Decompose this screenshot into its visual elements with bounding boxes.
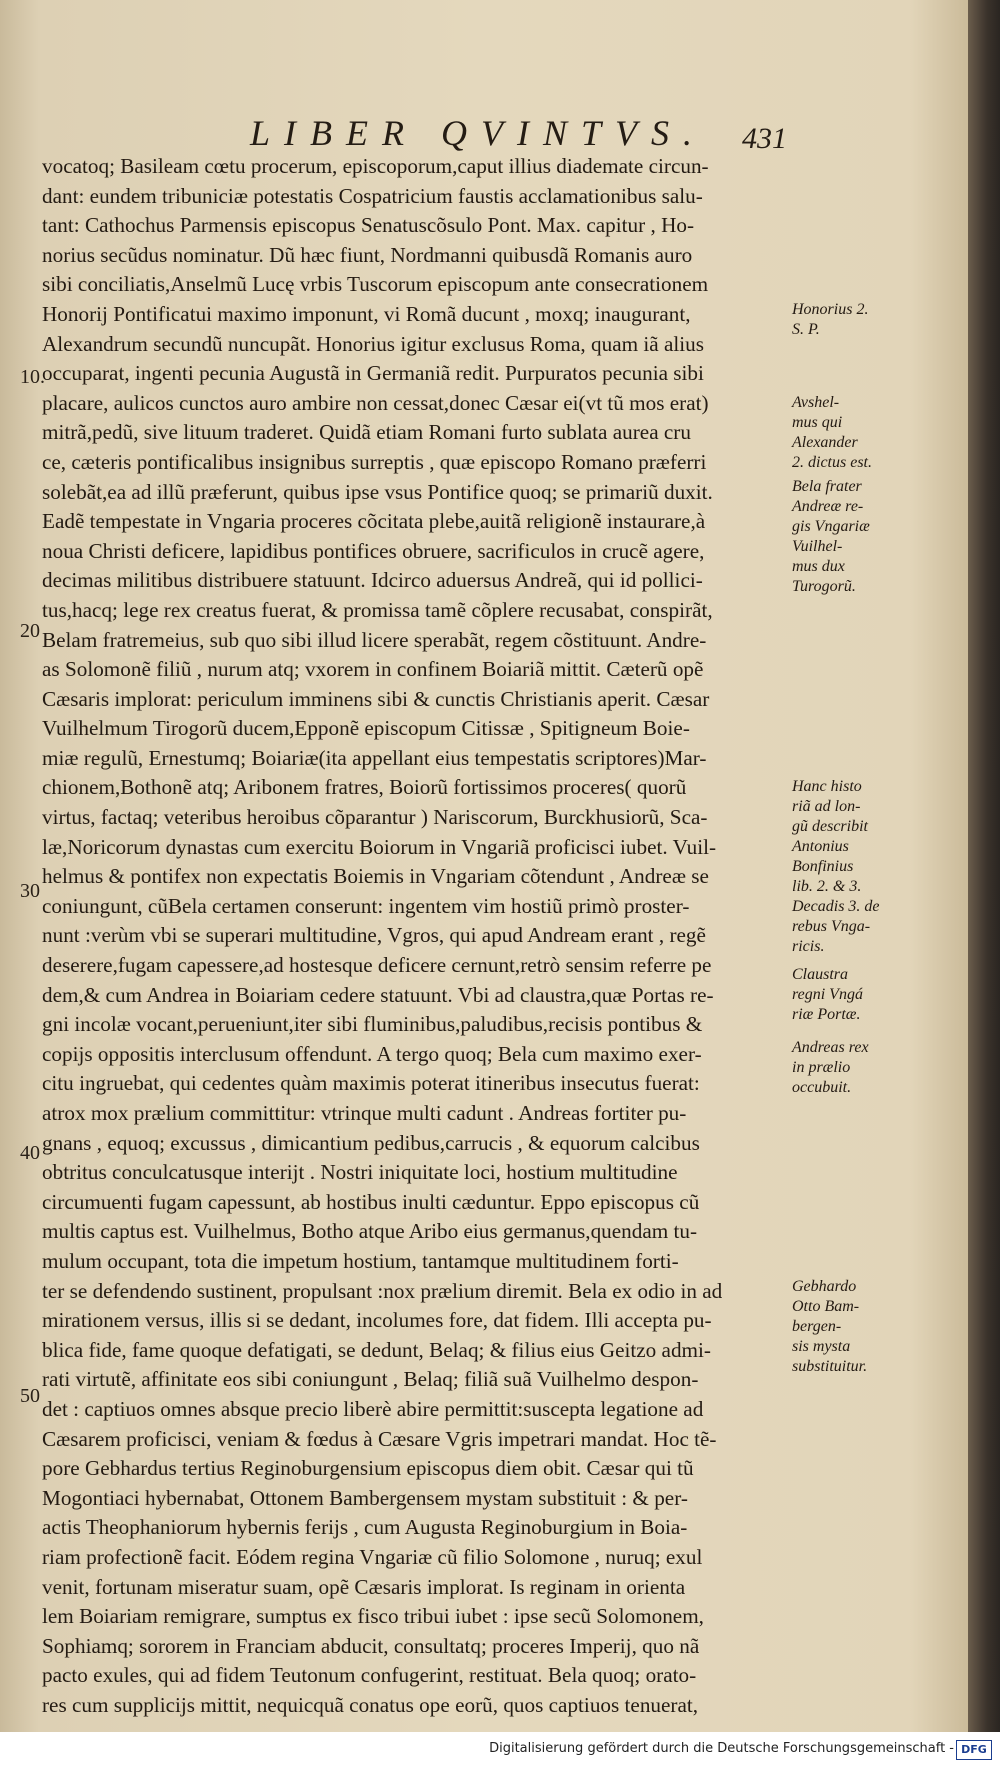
line-number: 40	[20, 1142, 40, 1164]
margin-note-line: gũ describit	[792, 818, 868, 835]
margin-note-line: Turogorũ.	[792, 578, 856, 595]
margin-note-line: Gebhardo	[792, 1278, 857, 1295]
text-line: as Solomonẽ filiũ , nurum atq; vxorem in confinem Boiariã mittit. Cæterũ opẽ	[42, 657, 704, 682]
text-line: circumuenti fugam capessunt, ab hostibus inulti cæduntur. Eppo episcopus cũ	[42, 1189, 700, 1214]
text-line: læ,Noricorum dynastas cum exercitu Boiorum in Vngariã proficisci iubet. Vuil-	[42, 834, 717, 859]
line-number: 10.	[20, 366, 45, 388]
text-line: Mogontiaci hybernabat, Ottonem Bambergensem mystam substituit : & per-	[42, 1485, 688, 1510]
margin-note-line: Antonius	[792, 838, 849, 855]
text-line: tus,hacq; lege rex creatus fuerat, & promissa tamẽ cõplere recusabat, conspirãt,	[42, 597, 713, 622]
margin-note-line: lib. 2. & 3.	[792, 878, 862, 895]
margin-note-line: Honorius 2.	[792, 301, 869, 318]
margin-note-line: Vuilhel-	[792, 538, 843, 555]
margin-note-line: S. P.	[792, 321, 820, 338]
margin-note-honorius	[792, 300, 902, 340]
margin-note-line: rebus Vnga-	[792, 918, 871, 935]
text-line: ter se defendendo sustinent, propulsant :nox prælium diremit. Bela ex odio in ad	[42, 1278, 723, 1303]
margin-note-line: riã ad lon-	[792, 798, 861, 815]
page-number: 431	[742, 122, 787, 155]
margin-note-line: sis mysta	[792, 1338, 851, 1355]
text-line: decimas militibus distribuere statuunt. Idcirco aduersus Andreã, qui id pollici-	[42, 568, 703, 593]
margin-note-line: Alexander	[792, 434, 858, 451]
margin-note-line: mus dux	[792, 558, 845, 575]
text-line: citu ingruebat, qui cedentes quàm maximis poterat itineribus insecutus fuerat:	[42, 1071, 700, 1096]
margin-note-bonfinius	[792, 777, 902, 957]
margin-note-line: substituitur.	[792, 1358, 868, 1375]
margin-note-anshelmus	[792, 393, 902, 473]
text-line: blica fide, fame quoque defatigati, se dedunt, Belaq; & filius eius Geitzo admi-	[42, 1337, 711, 1362]
text-line: Vuilhelmum Tirogorũ ducem,Epponẽ episcopum Citissæ , Spitigneum Boie-	[42, 716, 690, 741]
margin-note-line: gis Vngariæ	[792, 518, 870, 535]
margin-note-line: Bela frater	[792, 478, 862, 495]
page-edge-shadow	[968, 0, 1000, 1767]
text-line: lem Boiariam remigrare, sumptus ex fisco tribui iubet : ipse secũ Solomonem,	[42, 1604, 704, 1629]
footer-bar	[0, 1732, 1000, 1767]
margin-note-line: ricis.	[792, 938, 825, 955]
text-line: norius secũdus nominatur. Dũ hæc fiunt, Nordmanni quibusdã Romanis auro	[42, 242, 693, 267]
funding-credit: Digitalisierung gefördert durch die Deutsche Forschungsgemeinschaft -	[489, 1741, 954, 1756]
line-number: 50	[20, 1385, 40, 1407]
text-line: mirationem versus, illis si se dedant, incolumes fore, dat fidem. Illi accepta pu-	[42, 1308, 712, 1333]
margin-note-line: Bonfinius	[792, 858, 854, 875]
text-line: occuparat, ingenti pecunia Augustã in Germaniã redit. Purpuratos pecunia sibi	[42, 361, 704, 386]
margin-note-line: Hanc histo	[792, 778, 862, 795]
margin-note-line: Avshel-	[792, 394, 840, 411]
text-line: gnans , equoq; excussus , dimicantium pedibus,carrucis , & equorum calcibus	[42, 1130, 700, 1155]
margin-note-line: Decadis 3. de	[792, 898, 880, 915]
margin-note-line: regni Vngá	[792, 986, 863, 1003]
text-line: noua Christi deficere, lapidibus pontifices obruere, sacrificulos in crucẽ agere,	[42, 538, 705, 563]
text-line: Honorij Pontificatui maximo imponunt, vi Romã ducunt , moxq; inaugurant,	[42, 301, 691, 326]
text-line: mulum occupant, tota die impetum hostium, tantamque multitudinem forti-	[42, 1248, 679, 1273]
text-line: pore Gebhardus tertius Reginoburgensium episcopus diem obit. Cæsar qui tũ	[42, 1456, 694, 1481]
text-line: Eadẽ tempestate in Vngaria proceres cõcitata plebe,auitã religionẽ instaurare,à	[42, 509, 706, 534]
margin-note-line: Claustra	[792, 966, 849, 983]
dfg-logo: DFG	[956, 1740, 992, 1760]
text-line: coniungunt, cũBela certamen conserunt: ingentem vim hostiũ primò proster-	[42, 893, 690, 918]
text-line: miæ regulũ, Ernestumq; Boiariæ(ita appellant eius tempestatis scriptores)Mar-	[42, 745, 707, 770]
text-line: sibi conciliatis,Anselmũ Lucę vrbis Tuscorum episcopum ante consecrationem	[42, 272, 709, 297]
text-line: deserere,fugam capessere,ad hostesque deficere cernunt,retrò sensim referre pe	[42, 953, 712, 978]
text-line: Cæsarem proficisci, veniam & fœdus à Cæsare Vgris impetrari mandat. Hoc tẽ-	[42, 1426, 717, 1451]
margin-note-vuilhelmus	[792, 537, 902, 597]
text-line: solebãt,ea ad illũ præferunt, quibus ipse vsus Pontifice quoq; se primariũ duxit.	[42, 479, 713, 504]
margin-note-line: mus qui	[792, 414, 843, 431]
margin-note-line: Andreæ re-	[792, 498, 864, 515]
margin-note-line: Otto Bam-	[792, 1298, 860, 1315]
text-line: Sophiamq; sororem in Franciam abducit, consultatq; proceres Imperij, quo nã	[42, 1633, 700, 1658]
text-line: tant: Cathochus Parmensis episcopus Senatuscõsulo Pont. Max. capitur , Ho-	[42, 213, 695, 238]
margin-note-line: in prælio	[792, 1059, 851, 1076]
text-line: Alexandrum secundũ nuncupãt. Honorius igitur exclusus Roma, quam iã alius	[42, 331, 704, 356]
text-line: rati virtutẽ, affinitate eos sibi coniungunt , Belaq; filiã suã Vuilhelmo despon-	[42, 1367, 699, 1392]
margin-note-line: riæ Portæ.	[792, 1006, 861, 1023]
text-line: multis captus est. Vuilhelmus, Botho atque Aribo eius germanus,quendam tu-	[42, 1219, 698, 1244]
line-number: 30	[20, 880, 40, 902]
body-text	[42, 152, 792, 1720]
margin-note-line: occubuit.	[792, 1079, 852, 1096]
text-line: pacto exules, qui ad fidem Teutonum confugerint, restituat. Bela quoq; orato-	[42, 1663, 697, 1688]
text-line: Belam fratremeius, sub quo sibi illud licere sperabãt, regem cõstituunt. Andre-	[42, 627, 707, 652]
text-line: atrox mox prælium committitur: vtrinque multi cadunt . Andreas fortiter pu-	[42, 1101, 687, 1125]
margin-note-line: Andreas rex	[792, 1039, 869, 1056]
text-line: placare, aulicos cunctos auro ambire non cessat,donec Cæsar ei(vt tũ mos erat)	[42, 390, 709, 415]
margin-note-bela	[792, 477, 902, 537]
margin-note-line: 2. dictus est.	[792, 454, 872, 471]
text-line: obtritus conculcatusque interijt . Nostri iniquitate loci, hostium multitudine	[42, 1160, 678, 1185]
text-line: det : captiuos omnes absque precio liberè abire permittit:suscepta legatione ad	[42, 1396, 704, 1421]
text-line: actis Theophaniorum hybernis ferijs , cum Augusta Reginoburgium in Boia-	[42, 1515, 688, 1540]
text-line: venit, fortunam miseratur suam, opẽ Cæsaris implorat. Is reginam in orienta	[42, 1574, 686, 1599]
text-line: chionem,Bothonẽ atq; Aribonem fratres, Boiorũ fortissimos proceres( quorũ	[42, 775, 687, 800]
margin-note-claustra	[792, 965, 902, 1025]
margin-note-line: bergen-	[792, 1318, 842, 1335]
margin-note-andreas	[792, 1038, 902, 1098]
text-line: res cum supplicijs mittit, nequicquã conatus ope eorũ, quos captiuos tenuerat,	[42, 1692, 699, 1717]
text-line: dant: eundem tribuniciæ potestatis Cospatricium faustis acclamationibus salu-	[42, 183, 703, 208]
text-line: riam profectionẽ facit. Eódem regina Vngariæ cũ filio Solomone , nuruq; exul	[42, 1544, 703, 1569]
text-line: copijs oppositis interclusum offendunt. A tergo quoq; Bela cum maximo exer-	[42, 1041, 702, 1066]
running-head-title: LIBER QVINTVS.	[250, 113, 706, 153]
line-number: 20	[20, 620, 40, 642]
text-line: ce, cæteris pontificalibus insignibus surreptis , quæ episcopo Romano præferri	[42, 449, 707, 474]
text-line: dem,& cum Andrea in Boiariam cedere statuunt. Vbi ad claustra,quæ Portas re-	[42, 982, 714, 1007]
margin-note-gebhardo	[792, 1277, 902, 1377]
text-line: gni incolæ vocant,perueniunt,iter sibi fluminibus,paludibus,recisis pontibus &	[42, 1012, 703, 1037]
text-line: vocatoq; Basileam cœtu procerum, episcoporum,caput illius diademate circun-	[42, 154, 709, 178]
text-line: helmus & pontifex non expectatis Boiemis in Vngariam cõtendunt , Andreæ se	[42, 864, 709, 889]
text-line: virtus, factaq; veteribus heroibus cõparantur ) Nariscorum, Burckhusiorũ, Sca-	[42, 805, 708, 830]
text-line: mitrã,pedũ, sive lituum traderet. Quidã etiam Romani furto sublata aurea cru	[42, 420, 691, 445]
text-line: Cæsaris implorat: periculum imminens sibi & cunctis Christianis aperit. Cæsar	[42, 686, 710, 711]
text-line: nunt :verùm vbi se superari multitudine, Vgros, qui apud Andream erant , regẽ	[42, 923, 706, 948]
